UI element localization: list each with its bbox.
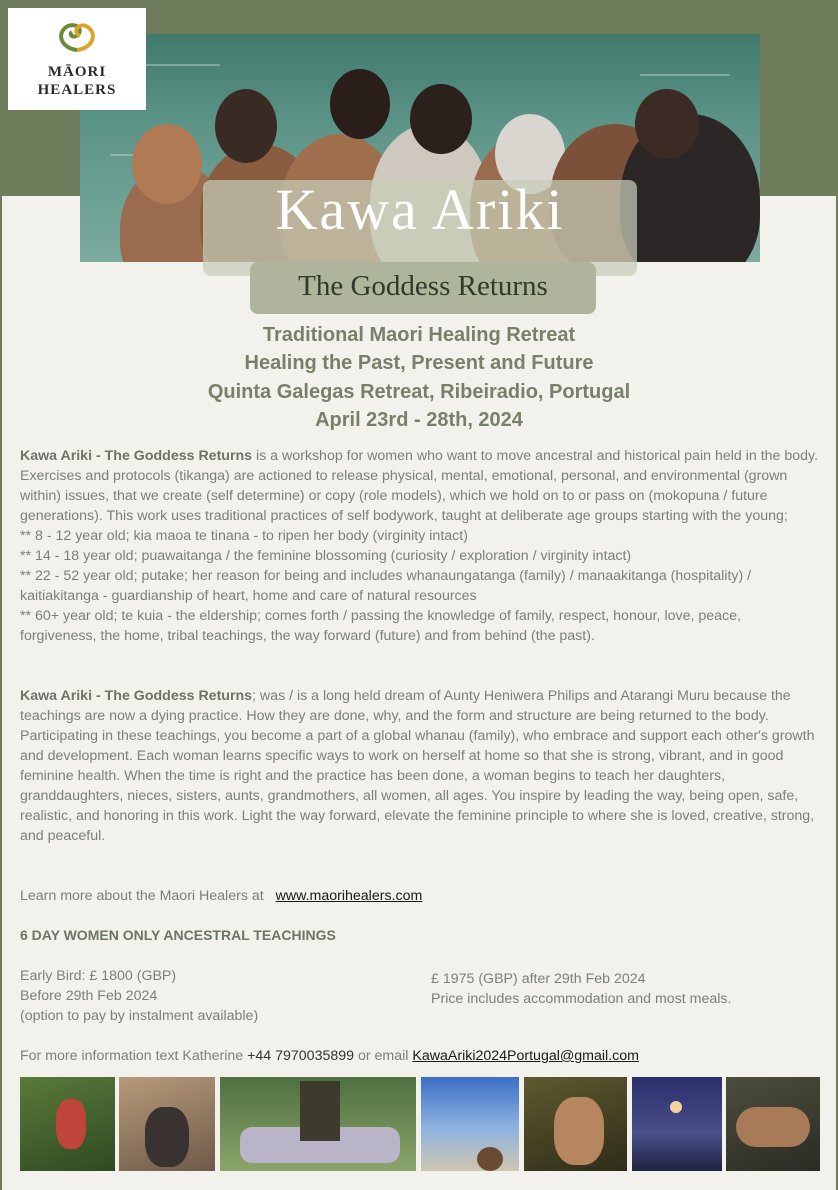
logo-line-2: HEALERS: [37, 82, 117, 98]
dream-lead: Kawa Ariki - The Goddess Returns: [20, 688, 253, 704]
contact-line: [20, 1046, 639, 1066]
logo-line-1: MĀORI: [47, 64, 107, 80]
price-early-bird: Early Bird: £ 1800 (GBP): [20, 968, 177, 984]
price-instalment: (option to pay by instalment available): [20, 1008, 259, 1024]
gallery-photo-5: [524, 1077, 627, 1171]
contact-email-link[interactable]: KawaAriki2024Portugal@gmail.com: [412, 1048, 639, 1064]
gallery-photo-2: [119, 1077, 215, 1171]
dream-paragraph: [20, 686, 820, 846]
age-group-item: ** 60+ year old; te kuia - the eldership; comes forth / passing the knowledge of family, respect, honour, love, peace, forgiveness, the home, tribal teachings, the way forward (future) and from behind (the past).: [20, 608, 741, 644]
price-includes: Price includes accommodation and most meals.: [431, 991, 732, 1007]
intro-lead: Kawa Ariki - The Goddess Returns: [20, 448, 253, 464]
page-subtitle: The Goddess Returns: [298, 270, 548, 302]
intro-paragraph: [20, 446, 820, 646]
gallery-photo-1: [20, 1077, 115, 1171]
page-title: Kawa Ariki: [275, 177, 565, 242]
age-group-item: ** 14 - 18 year old; puawaitanga / the feminine blossoming (curiosity / exploration / virginity intact): [20, 548, 632, 564]
gallery-photo-4: [421, 1077, 519, 1171]
learn-more-line: [20, 886, 422, 906]
price-deadline: Before 29th Feb 2024: [20, 988, 158, 1004]
gallery-photo-3: [220, 1077, 416, 1171]
contact-text: For more information text Katherine: [20, 1048, 244, 1064]
maori-healers-logo: [8, 8, 146, 110]
gallery-photo-7: [726, 1077, 820, 1171]
price-standard: £ 1975 (GBP) after 29th Feb 2024: [431, 971, 646, 987]
contact-phone: +44 7970035899: [247, 1048, 355, 1064]
headline-1: Traditional Maori Healing Retreat: [262, 324, 576, 346]
headline-3: Quinta Galegas Retreat, Ribeiradio, Portugal: [207, 381, 631, 403]
intro-text: is a workshop for women who want to move ancestral and historical pain held in the body. Exercises and protocols (tikanga) are actioned to release physical, mental, emotional, personal, and environmental (grown within) issues, that we create (self determine) or copy (role models), which we hold on to or pass on (mokopuna / future generations). This work uses traditional practices of self bodywork, taught at deliberate age groups starting with the young;: [20, 448, 819, 524]
gallery-photo-6: [632, 1077, 722, 1171]
section-title: 6 DAY WOMEN ONLY ANCESTRAL TEACHINGS: [20, 927, 336, 943]
age-group-item: ** 8 - 12 year old; kia maoa te tinana - to ripen her body (virginity intact): [20, 528, 468, 544]
contact-or-email: or email: [357, 1048, 409, 1064]
age-group-item: ** 22 - 52 year old; putake; her reason for being and includes whanaungatanga (family) / manaakitanga (hospitality) / kaitiakitanga - guardianship of heart, home and care of natural resources: [20, 568, 752, 604]
headline-2: Healing the Past, Present and Future: [244, 352, 594, 374]
maorihealers-link[interactable]: www.maorihealers.com: [275, 888, 423, 904]
headline-4: April 23rd - 28th, 2024: [315, 409, 523, 431]
koru-icon: [52, 20, 102, 54]
learn-more-text: Learn more about the Maori Healers at: [20, 888, 264, 904]
dream-text: ; was / is a long held dream of Aunty Heniwera Philips and Atarangi Muru because the teachings are now a dying practice. How they are done, why, and the form and structure are being returned to the body. Participating in these teachings, you become a part of a global whanau (family), who embrace and support each other's growth and development. Each woman learns specific ways to work on herself at home so that she is strong, vibrant, and in good feminine health. When the time is right and the practice has been done, a woman begins to teach her daughters, granddaughters, nieces, sisters, aunts, grandmothers, all women, all ages. You inspire by leading the way, being open, safe, realistic, and honoring in this work. Light the way forward, elevate the feminine principle to where she is loved, creative, strong, and peaceful.: [20, 688, 815, 844]
